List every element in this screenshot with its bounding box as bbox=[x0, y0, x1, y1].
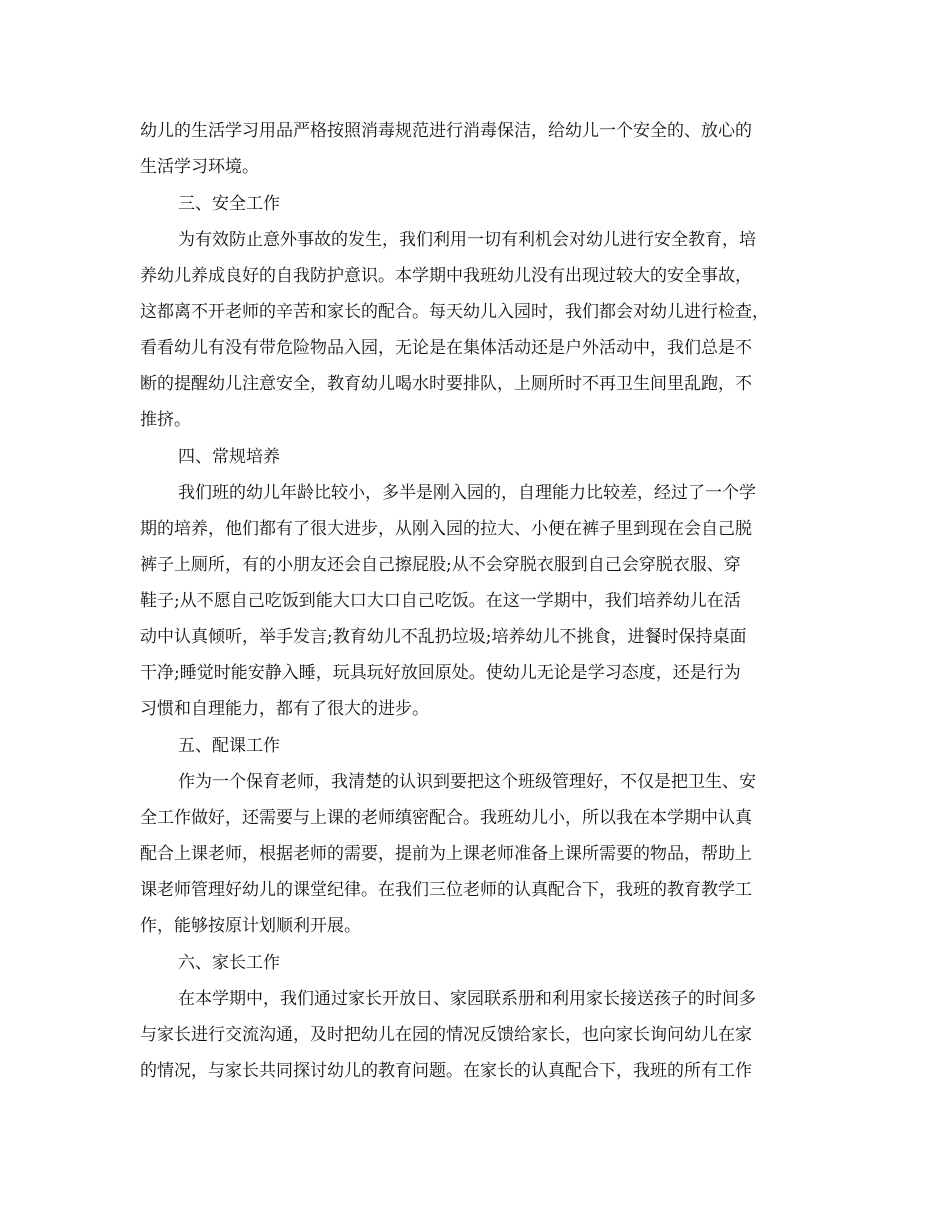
body-line: 这都离不开老师的辛苦和家长的配合。每天幼儿入园时，我们都会对幼儿进行检查， bbox=[140, 302, 769, 322]
body-line: 作，能够按原计划顺利开展。 bbox=[140, 916, 361, 936]
paragraph-first-line: 作为一个保育老师，我清楚的认识到要把这个班级管理好，不仅是把卫生、安 bbox=[178, 772, 756, 792]
body-line: 全工作做好，还需要与上课的老师缜密配合。我班幼儿小，所以我在本学期中认真 bbox=[140, 808, 752, 828]
section-heading: 四、常规培养 bbox=[178, 447, 280, 467]
paragraph-first-line: 在本学期中，我们通过家长开放日、家园联系册和利用家长接送孩子的时间多 bbox=[178, 989, 756, 1009]
body-line: 看看幼儿有没有带危险物品入园，无论是在集体活动还是户外活动中，我们总是不 bbox=[140, 338, 752, 358]
body-line: 断的提醒幼儿注意安全，教育幼儿喝水时要排队，上厕所时不再卫生间里乱跑，不 bbox=[140, 374, 752, 394]
body-line: 习惯和自理能力，都有了很大的进步。 bbox=[140, 699, 429, 719]
body-line: 鞋子;从不愿自己吃饭到能大口大口自己吃饭。在这一学期中，我们培养幼儿在活 bbox=[140, 591, 741, 611]
body-line: 幼儿的生活学习用品严格按照消毒规范进行消毒保洁，给幼儿一个安全的、放心的 bbox=[140, 121, 752, 141]
body-line: 干净;睡觉时能安静入睡，玩具玩好放回原处。使幼儿无论是学习态度，还是行为 bbox=[140, 663, 741, 683]
body-line: 与家长进行交流沟通，及时把幼儿在园的情况反馈给家长，也向家长询问幼儿在家 bbox=[140, 1025, 752, 1045]
body-line: 养幼儿养成良好的自我防护意识。本学期中我班幼儿没有出现过较大的安全事故， bbox=[140, 266, 752, 286]
section-heading: 五、配课工作 bbox=[178, 736, 280, 756]
section-heading: 三、安全工作 bbox=[178, 194, 280, 214]
body-line: 配合上课老师，根据老师的需要，提前为上课老师准备上课所需要的物品，帮助上 bbox=[140, 844, 752, 864]
body-line: 期的培养，他们都有了很大进步，从刚入园的拉大、小便在裤子里到现在会自己脱 bbox=[140, 519, 752, 539]
body-line: 生活学习环境。 bbox=[140, 157, 259, 177]
section-heading: 六、家长工作 bbox=[178, 953, 280, 973]
body-line: 的情况，与家长共同探讨幼儿的教育问题。在家长的认真配合下，我班的所有工作 bbox=[140, 1061, 752, 1081]
body-line: 动中认真倾听，举手发言;教育幼儿不乱扔垃圾;培养幼儿不挑食，进餐时保持桌面 bbox=[140, 627, 747, 647]
body-line: 课老师管理好幼儿的课堂纪律。在我们三位老师的认真配合下，我班的教育教学工 bbox=[140, 880, 752, 900]
body-line: 裤子上厕所，有的小朋友还会自己擦屁股;从不会穿脱衣服到自己会穿脱衣服、穿 bbox=[140, 555, 741, 575]
paragraph-first-line: 为有效防止意外事故的发生，我们利用一切有利机会对幼儿进行安全教育，培 bbox=[178, 230, 756, 250]
paragraph-first-line: 我们班的幼儿年龄比较小，多半是刚入园的，自理能力比较差，经过了一个学 bbox=[178, 483, 756, 503]
body-line: 推挤。 bbox=[140, 410, 191, 430]
